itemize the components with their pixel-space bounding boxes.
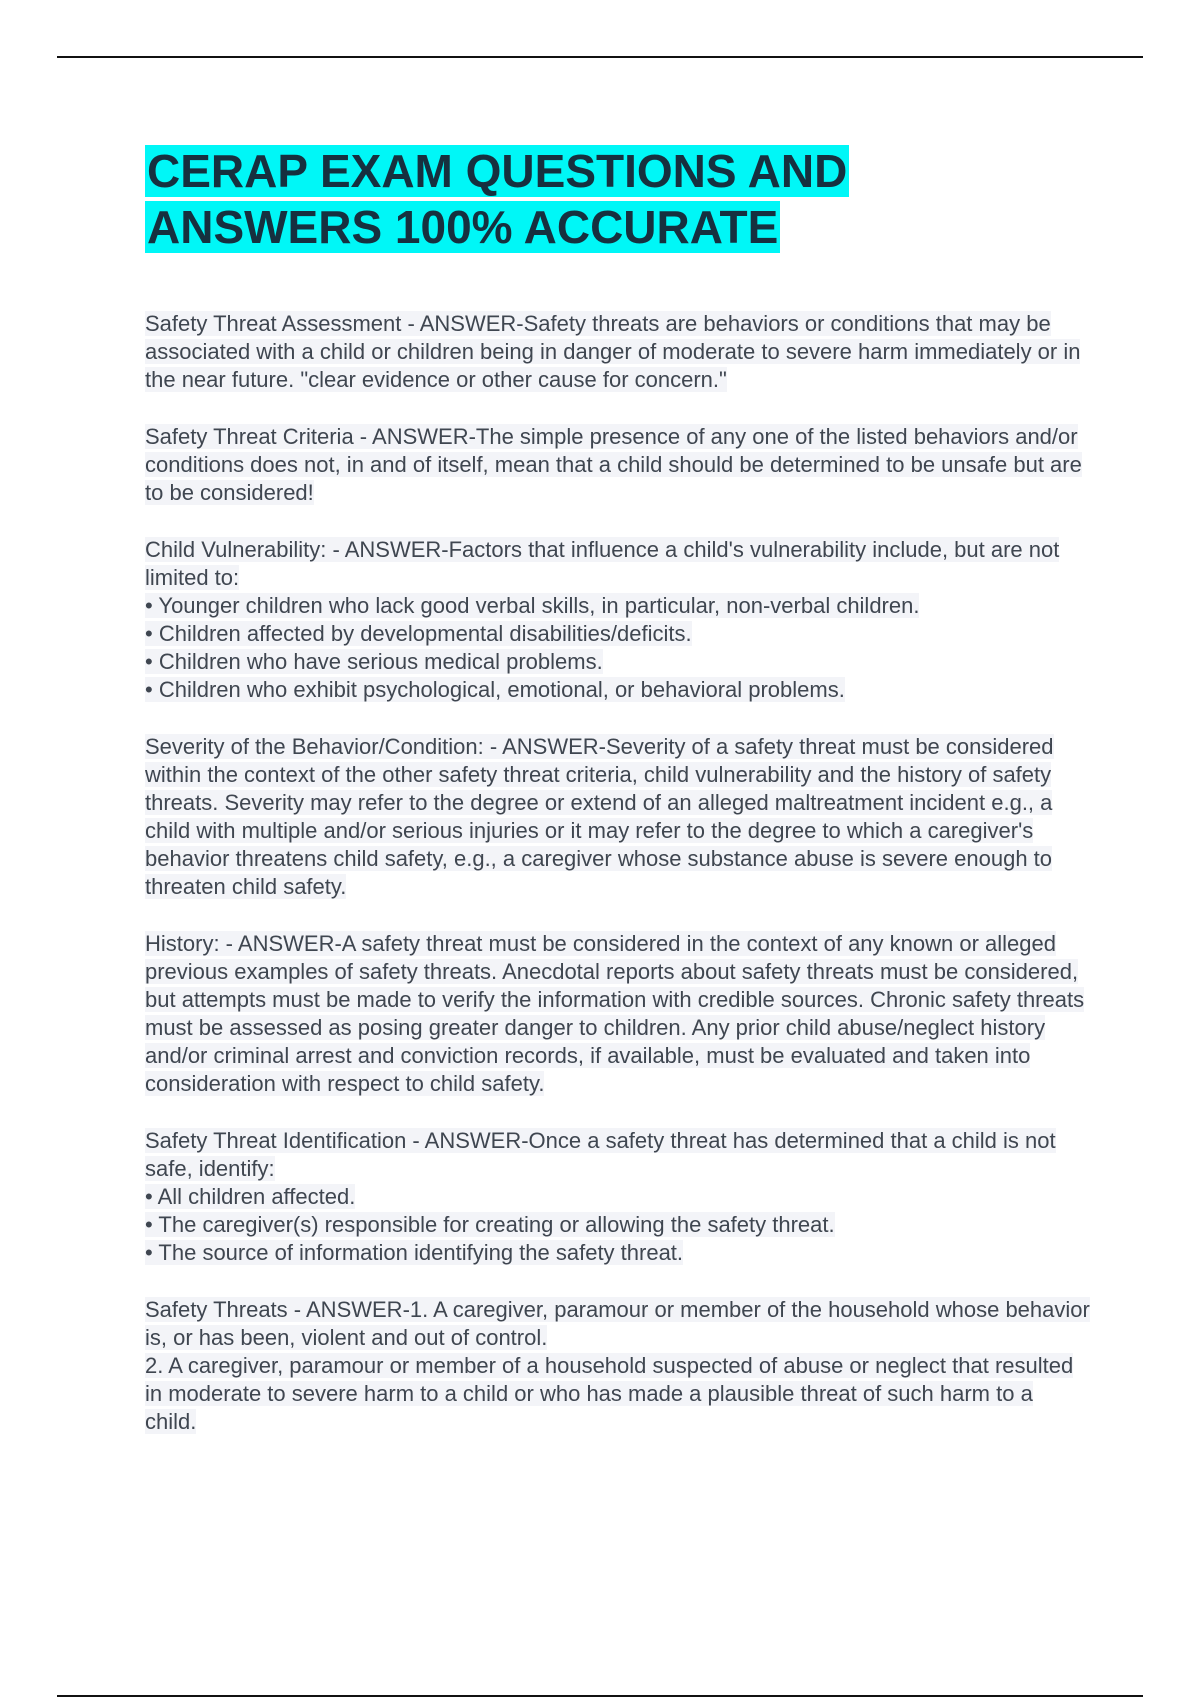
document-body xyxy=(145,143,1090,1465)
qa-entry-history xyxy=(145,930,1090,1098)
qa-entry-safety-threats xyxy=(145,1296,1090,1436)
qa-entry-text: Safety Threat Assessment - ANSWER-Safety threats are behaviors or conditions that may be associated with a child or children being in danger of moderate to severe harm immediately or in the near future. "clear evidence or other cause for concern." xyxy=(145,311,1081,392)
qa-entry-severity xyxy=(145,733,1090,901)
document-title-line-2: ANSWERS 100% ACCURATE xyxy=(147,201,779,253)
qa-entry-safety-threat-criteria xyxy=(145,423,1090,507)
document-title-line-1: CERAP EXAM QUESTIONS AND xyxy=(147,145,848,197)
qa-entry-child-vulnerability xyxy=(145,536,1090,704)
qa-entry-text: Safety Threat Identification - ANSWER-Once a safety threat has determined that a child is not safe, identify: xyxy=(145,1128,1056,1181)
bullet-item: • Children affected by developmental disabilities/deficits. xyxy=(145,621,692,646)
bullet-item: • Children who have serious medical problems. xyxy=(145,649,603,674)
bullet-item: • Younger children who lack good verbal skills, in particular, non-verbal children. xyxy=(145,593,920,618)
bottom-rule xyxy=(57,1695,1143,1697)
qa-entry-text: Safety Threat Criteria - ANSWER-The simple presence of any one of the listed behaviors and/or conditions does not, in and of itself, mean that a child should be determined to be unsafe but are to be considered! xyxy=(145,424,1082,505)
qa-entry-text: Severity of the Behavior/Condition: - ANSWER-Severity of a safety threat must be considered within the context of the other safety threat criteria, child vulnerability and the history of safety threats. Severity may refer to the degree or extend of an alleged maltreatment incident e.g., a child with multiple and/or serious injuries or it may refer to the degree to which a caregiver's behavior threatens child safety, e.g., a caregiver whose substance abuse is severe enough to threaten child safety. xyxy=(145,734,1054,899)
bullet-item: • All children affected. xyxy=(145,1184,356,1209)
qa-entry-text: Child Vulnerability: - ANSWER-Factors that influence a child's vulnerability include, but are not limited to: xyxy=(145,537,1060,590)
bullet-item: • The source of information identifying the safety threat. xyxy=(145,1240,684,1265)
bullet-item: • Children who exhibit psychological, emotional, or behavioral problems. xyxy=(145,677,845,702)
qa-entry-text: Safety Threats - ANSWER-1. A caregiver, paramour or member of the household whose behavior is, or has been, violent and out of control. xyxy=(145,1297,1090,1350)
qa-entry-safety-threat-identification xyxy=(145,1127,1090,1267)
qa-entry-text: History: - ANSWER-A safety threat must be considered in the context of any known or alleged previous examples of safety threats. Anecdotal reports about safety threats must be considered, but attempts must be made to verify the information with credible sources. Chronic safety threats must be assessed as posing greater danger to children. Any prior child abuse/neglect history and/or criminal arrest and conviction records, if available, must be evaluated and taken into consideration with respect to child safety. xyxy=(145,931,1085,1096)
numbered-item: 2. A caregiver, paramour or member of a household suspected of abuse or neglect that resulted in moderate to severe harm to a child or who has made a plausible threat of such harm to a child. xyxy=(145,1353,1074,1434)
document-title xyxy=(145,143,1090,255)
qa-entry-safety-threat-assessment xyxy=(145,310,1090,394)
bullet-item: • The caregiver(s) responsible for creating or allowing the safety threat. xyxy=(145,1212,835,1237)
top-rule xyxy=(57,56,1143,58)
